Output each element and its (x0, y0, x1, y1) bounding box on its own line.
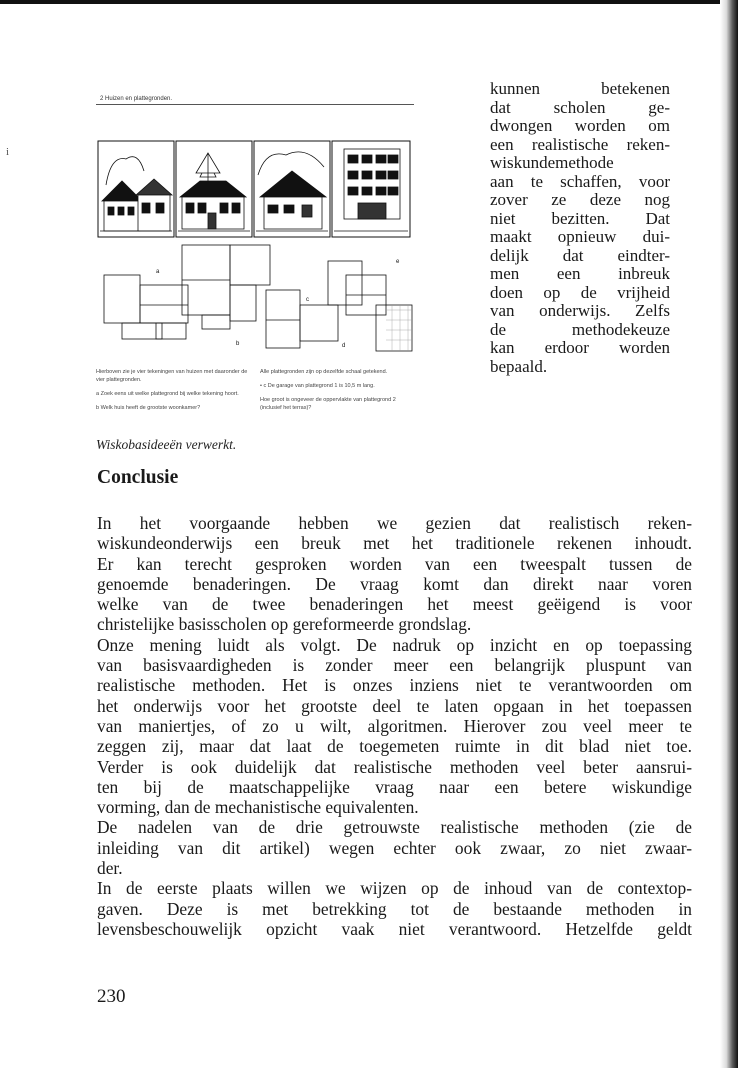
text-line: van onderwijs. Zelfs (490, 301, 670, 320)
text-line: van basisvaardigheden is zonder meer een belangrijk pluspunt van (97, 655, 692, 676)
house-3 (256, 152, 328, 231)
plan-label-e: e (396, 259, 400, 265)
figure-notes (96, 369, 414, 419)
figure-note: • c De garage van plattegrond 1 is 10,5 m lang. (260, 382, 375, 389)
text-line: levensbeschouwelijk opzicht vaak niet verantwoord. Hetzelfde geldt (97, 918, 692, 939)
text-line: inleiding van dit artikel) wegen echter ook zwaar, zo niet zwaar- (97, 837, 692, 858)
text-line: men een inbreuk (490, 264, 670, 283)
text-line: zover ze deze nog (490, 190, 670, 209)
text-line: christelijke basisscholen op gereformeerde grondslag. (97, 614, 472, 635)
text-line: dat scholen ge- (490, 97, 670, 117)
figure-note: a Zoek eens uit welke plattegrond bij welke tekening hoort. (96, 390, 239, 397)
text-line: doen op de vrijheid (490, 282, 670, 302)
text-line: ten bij de maatschappelijke vraag naar een betere wiskundige (97, 776, 692, 797)
figure-note: Hoe groot is ongeveer de oppervlakte van plattegrond 2 (inclusief het terras)? (260, 396, 396, 411)
figure-credit: Wiskobasideeën verwerkt. (96, 437, 237, 452)
text-line: der. (97, 858, 123, 879)
text-line: bepaald. (490, 356, 548, 376)
plan-label-a: a (156, 269, 160, 275)
house-1 (100, 157, 172, 231)
figure-note: Alle plattegronden zijn op dezelfde schaal getekend. (260, 369, 388, 375)
text-line: aan te schaffen, voor (490, 171, 670, 191)
section-heading: Conclusie (97, 467, 179, 488)
plan-label-d: d (342, 343, 346, 349)
plan-label-b: b (236, 341, 240, 347)
text-line: realistische methoden. Het is onzes inziens niet te verantwoorden om (97, 675, 692, 696)
text-line: In de eerste plaats willen we wijzen op de inhoud van de contextop- (97, 878, 692, 899)
figure-note: b Welk huis heeft de grootste woonkamer? (96, 404, 201, 411)
text-line: gaven. Deze is met betrekking tot de bestaande methoden in (97, 898, 692, 919)
houses-illustration (96, 115, 414, 365)
text-line: Onze mening luidt als volgt. De nadruk op inzicht en op toepassing (97, 634, 692, 655)
plan-label-c: c (306, 297, 309, 303)
text-line: het onderwijs voor het grootste deel te laten opgaan in het toepassen (97, 695, 692, 716)
page-number: 230 (97, 986, 126, 1007)
text-line: kan erdoor worden (490, 338, 670, 357)
text-line: delijk dat eindter- (490, 245, 670, 265)
side-column-text (490, 80, 670, 376)
text-line: maakt opnieuw dui- (490, 227, 670, 246)
house-2 (178, 153, 250, 231)
margin-mark: i (6, 146, 10, 158)
scan-edge-right (720, 0, 738, 1068)
text-line: vorming, dan de mechanistische equivalenten. (97, 797, 419, 818)
house-4 (334, 149, 408, 231)
text-line: dwongen worden om (490, 116, 670, 135)
text-line: genoemde benaderingen. De vraag komt dan direkt naar voren (97, 573, 692, 594)
figure-notes-left (96, 369, 250, 419)
body-text (97, 513, 692, 939)
text-line: niet bezitten. Dat (490, 208, 670, 228)
figure-note: Hierboven zie je vier tekeningen van huizen met daaronder de vier plattegronden. (96, 369, 248, 383)
text-line: wiskundeonderwijs een breuk met het traditionele rekenen inhoudt. (97, 533, 692, 554)
text-line: Er kan terecht gesproken worden van een tweespalt tussen de (97, 553, 692, 574)
text-line: wiskundemethode (490, 153, 614, 172)
text-line: zeggen zij, maar dat laat de toegemeten ruimte in dit blad niet toe. (97, 736, 692, 757)
text-line: een realistische reken- (490, 134, 670, 154)
figure-header: 2 Huizen en plattegronden. (96, 96, 414, 105)
text-line: kunnen betekenen (490, 79, 670, 98)
text-line: De nadelen van de drie getrouwste realistische methoden (zie de (97, 817, 692, 838)
figure-notes-right (260, 369, 414, 419)
text-line: de methodekeuze (490, 319, 670, 339)
scan-edge-top (0, 0, 738, 4)
text-line: van maniertjes, of zo u wilt, algoritmen. Hierover zou veel meer te (97, 715, 692, 736)
figure-houses-floorplans (96, 96, 414, 419)
text-line: Verder is ook duidelijk dat realistische methoden veel beter aansrui- (97, 756, 692, 777)
text-line: welke van de twee benaderingen het meest geëigend is voor (97, 594, 692, 615)
text-line: In het voorgaande hebben we gezien dat realistisch reken- (97, 513, 692, 533)
floor-plans (104, 245, 412, 351)
